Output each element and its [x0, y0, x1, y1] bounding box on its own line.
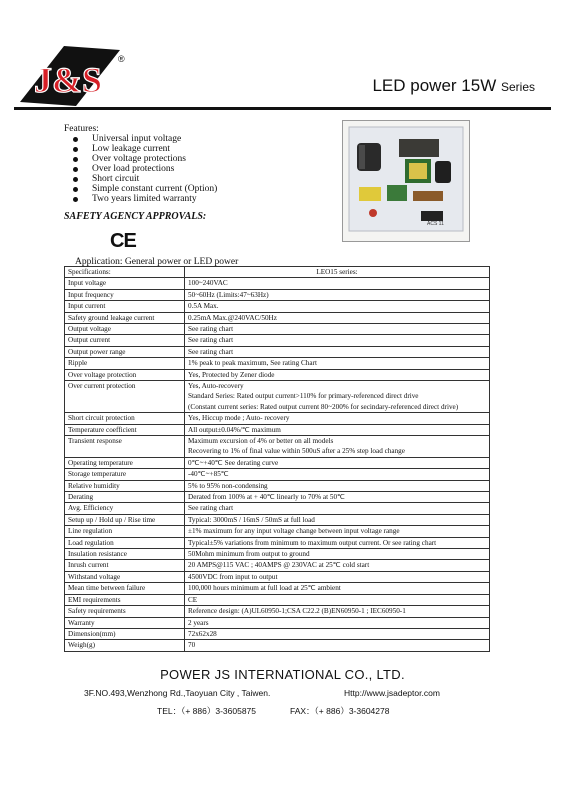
registered-mark: ® — [118, 54, 125, 64]
spec-value: 50Mohm minimum from output to ground — [185, 549, 490, 560]
table-row — [65, 413, 490, 424]
safety-approvals-heading: SAFETY AGENCY APPROVALS: — [64, 211, 207, 222]
table-row — [65, 480, 490, 491]
spec-value: 5% to 95% non-condensing — [185, 480, 490, 491]
table-row — [65, 571, 490, 582]
spec-value: See rating chart — [185, 503, 490, 514]
feature-item: Two years limited warranty — [64, 194, 334, 204]
spec-label: Weigh(g) — [65, 640, 185, 651]
table-row — [65, 617, 490, 628]
application-text: Application: General power or LED power — [75, 257, 239, 267]
table-row — [65, 457, 490, 468]
spec-value: 2 years — [185, 617, 490, 628]
features-list — [64, 134, 334, 204]
header-divider — [14, 107, 551, 110]
spec-value: Yes, Hiccup mode ; Auto- recovery — [185, 413, 490, 424]
table-row — [65, 503, 490, 514]
board-label: ACS 11 — [427, 221, 444, 227]
table-header-specifications: Specifications: — [65, 267, 185, 278]
company-tel: TEL：（+ 886）3-3605875 — [157, 706, 256, 716]
table-row — [65, 301, 490, 312]
table-row — [65, 289, 490, 300]
logo-text: J&S — [33, 60, 103, 100]
spec-value: Reference design: (A)UL60950-1;CSA C22.2 (B)EN60950-1 ; IEC60950-1 — [185, 606, 490, 617]
table-row — [65, 628, 490, 639]
features-heading: Features: — [64, 124, 99, 134]
spec-value: 0℃~+40℃ See derating curve — [185, 457, 490, 468]
spec-value: 100,000 hours minimum at full load at 25℃ ambient — [185, 583, 490, 594]
feature-item: Over load protections — [64, 164, 334, 174]
spec-value: 4500VDC from input to output — [185, 571, 490, 582]
title-text: LED power 15W — [372, 76, 497, 95]
table-header-row — [65, 267, 490, 278]
table-row — [65, 594, 490, 605]
table-row — [65, 335, 490, 346]
spec-value — [185, 381, 490, 413]
spec-label: Output voltage — [65, 324, 185, 335]
company-name: POWER JS INTERNATIONAL CO., LTD. — [160, 667, 405, 682]
feature-item: Low leakage current — [64, 144, 334, 154]
ce-mark: CE — [110, 230, 136, 252]
table-row — [65, 436, 490, 458]
spec-label: Over current protection — [65, 381, 185, 413]
spec-value: See rating chart — [185, 346, 490, 357]
spec-value: Typical: 3000mS / 16mS / 50mS at full load — [185, 514, 490, 525]
spec-label: Temperature coefficient — [65, 424, 185, 435]
spec-label: Warranty — [65, 617, 185, 628]
spec-value: Derated from 100% at + 40℃ linearly to 70% at 50℃ — [185, 492, 490, 503]
spec-label: Input current — [65, 301, 185, 312]
spec-value: See rating chart — [185, 335, 490, 346]
spec-label: Withstand voltage — [65, 571, 185, 582]
table-row — [65, 549, 490, 560]
spec-value-line: Recovering to 1% of final value within 500uS after a 25% step load change — [188, 447, 405, 456]
feature-item: Short circuit — [64, 174, 334, 184]
feature-item: Simple constant current (Option) — [64, 184, 334, 194]
spec-value-line: Standard Series: Rated output current>110% for primary-referenced direct drive — [188, 392, 419, 401]
spec-label: Storage temperature — [65, 469, 185, 480]
title-series: Series — [500, 80, 535, 94]
table-header-series: LEO15 series: — [185, 267, 490, 278]
spec-label: EMI requirements — [65, 594, 185, 605]
feature-item: Universal input voltage — [64, 134, 334, 144]
table-row — [65, 381, 490, 413]
spec-value: 0.25mA Max.@240VAC/50Hz — [185, 312, 490, 323]
table-row — [65, 346, 490, 357]
spec-value — [185, 436, 490, 458]
spec-label: Line regulation — [65, 526, 185, 537]
spec-table — [64, 266, 490, 652]
spec-value: 0.5A Max. — [185, 301, 490, 312]
spec-label: Load regulation — [65, 537, 185, 548]
spec-value-line: Maximum excursion of 4% or better on all models — [188, 437, 334, 446]
features-section — [64, 124, 334, 204]
company-address: 3F.NO.493,Wenzhong Rd.,Taoyuan City , Taiwen. — [84, 688, 271, 698]
spec-label: Relative humidity — [65, 480, 185, 491]
spec-value: Typical±5% variations from minimum to maximum output current. Or see rating chart — [185, 537, 490, 548]
spec-label: Insulation resistance — [65, 549, 185, 560]
spec-label: Input voltage — [65, 278, 185, 289]
table-row — [65, 537, 490, 548]
table-row — [65, 640, 490, 651]
table-row — [65, 358, 490, 369]
spec-value: 20 AMPS@115 VAC ; 40AMPS @ 230VAC at 25℃ cold start — [185, 560, 490, 571]
spec-label: Dimension(mm) — [65, 628, 185, 639]
spec-label: Ripple — [65, 358, 185, 369]
spec-value: 100~240VAC — [185, 278, 490, 289]
spec-value: CE — [185, 594, 490, 605]
spec-label: Output power range — [65, 346, 185, 357]
spec-label: Output current — [65, 335, 185, 346]
spec-label: Safety requirements — [65, 606, 185, 617]
table-row — [65, 492, 490, 503]
spec-label: Short circuit protection — [65, 413, 185, 424]
table-row — [65, 424, 490, 435]
table-row — [65, 324, 490, 335]
table-row — [65, 369, 490, 380]
product-photo — [342, 120, 470, 242]
spec-label: Derating — [65, 492, 185, 503]
spec-label: Inrush current — [65, 560, 185, 571]
spec-label: Over voltage protection — [65, 369, 185, 380]
table-row — [65, 526, 490, 537]
spec-label: Mean time between failure — [65, 583, 185, 594]
table-row — [65, 583, 490, 594]
spec-value: 50~60Hz (Limits:47~63Hz) — [185, 289, 490, 300]
spec-value: 1% peak to peak maximum, See rating Chart — [185, 358, 490, 369]
table-row — [65, 469, 490, 480]
spec-label: Safety ground leakage current — [65, 312, 185, 323]
spec-value: See rating chart — [185, 324, 490, 335]
spec-value: All output±0.04%/℃ maximum — [185, 424, 490, 435]
spec-label: Transient response — [65, 436, 185, 458]
table-row — [65, 606, 490, 617]
company-website[interactable]: Http://www.jsadeptor.com — [344, 688, 440, 698]
spec-value-line: (Constant current series: Rated output current 80~200% for secindary-referenced direct drive) — [188, 402, 459, 411]
page-title — [372, 76, 535, 96]
table-row — [65, 278, 490, 289]
spec-label: Avg. Efficiency — [65, 503, 185, 514]
spec-value: -40℃~+85℃ — [185, 469, 490, 480]
table-row — [65, 560, 490, 571]
spec-value: ±1% maximum for any input voltage change between input voltage range — [185, 526, 490, 537]
spec-value-line: Yes, Auto-recovery — [188, 382, 244, 391]
table-row — [65, 514, 490, 525]
table-row — [65, 312, 490, 323]
spec-table-body — [65, 278, 490, 651]
spec-value: 70 — [185, 640, 490, 651]
company-fax: FAX：（+ 886）3-3604278 — [290, 706, 390, 716]
spec-label: Setup up / Hold up / Rise time — [65, 514, 185, 525]
js-logo — [14, 40, 126, 110]
spec-value: Yes, Protected by Zener diode — [185, 369, 490, 380]
feature-item: Over voltage protections — [64, 154, 334, 164]
spec-value: 72x62x28 — [185, 628, 490, 639]
spec-label: Input frequency — [65, 289, 185, 300]
spec-label: Operating temperature — [65, 457, 185, 468]
